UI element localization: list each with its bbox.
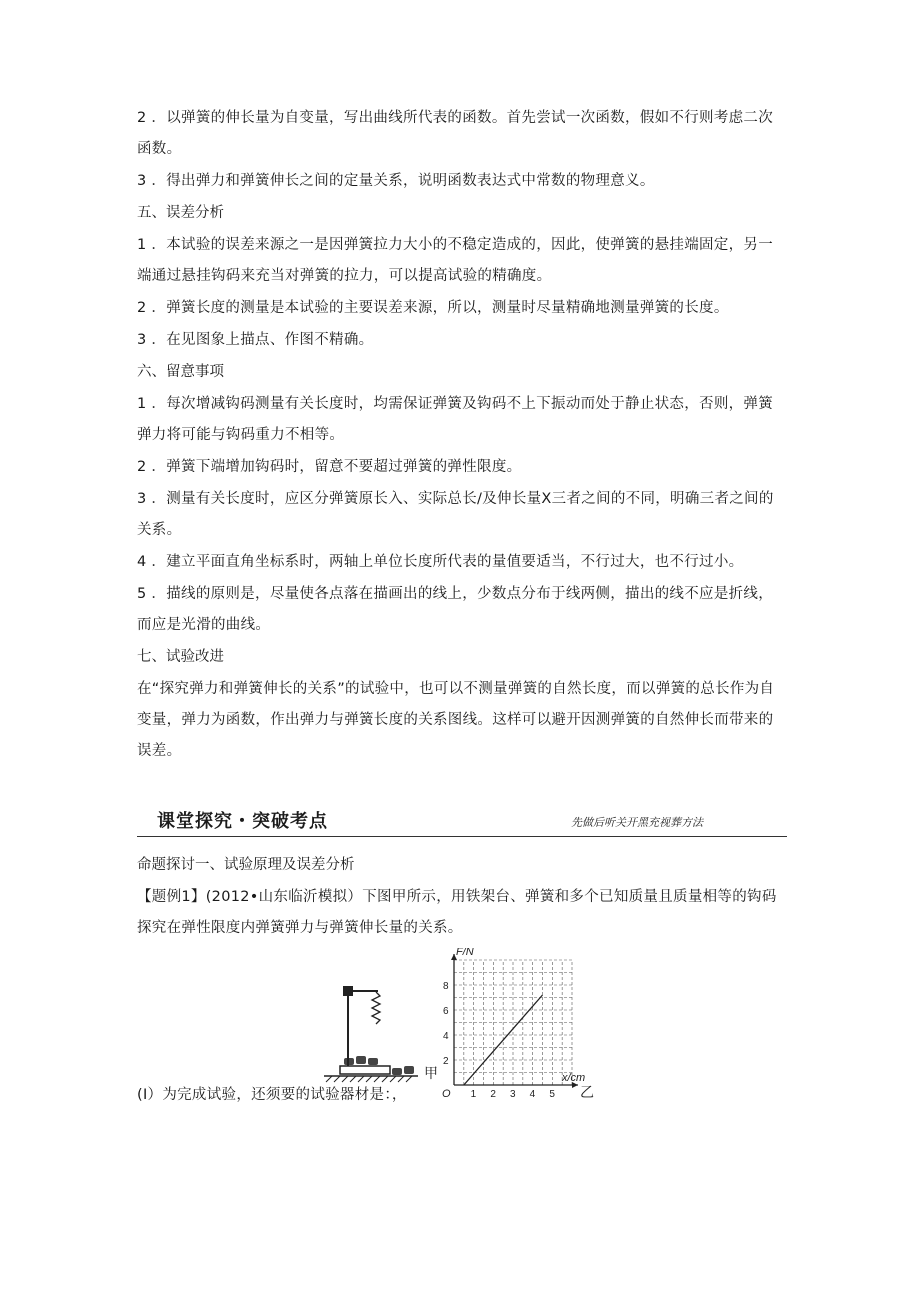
paragraph-step-2: 2 ．以弹簧的伸长量为自变量，写出曲线所代表的函数。首先尝试一次函数，假如不行则考虑二次函数。 xyxy=(137,110,774,157)
error-item-2: 2 ．弹簧长度的测量是本试验的主要误差来源，所以，测量时尽量精确地测量弹簧的长度。 xyxy=(137,300,729,316)
x-tick-label: 3 xyxy=(510,1089,516,1098)
clamp xyxy=(343,986,353,996)
section-note: 先做后听关开黑充视葬方法 xyxy=(571,816,703,829)
section-bar xyxy=(137,808,787,837)
error-item-3: 3 ．在见图象上描点、作图不精确。 xyxy=(137,332,374,348)
chart-ylabel: F/N xyxy=(456,948,474,958)
apparatus-figure xyxy=(318,978,443,1088)
y-tick-label: 6 xyxy=(443,1006,449,1017)
heading-error-analysis: 五、误差分析 xyxy=(137,205,224,221)
improvement-text: 在“探究弹力和弹簧伸长的关系”的试验中，也可以不测量弹簧的自然长度，而以弹簧的总长作为自变量，弹力为函数，作出弹力与弹簧长度的关系图线。这样可以避开因测弹簧的自然伸长而带来的误差。 xyxy=(137,681,775,759)
spring xyxy=(372,992,380,1024)
x-tick-label: 1 xyxy=(470,1089,477,1098)
error-item-1: 1 ．本试验的误差来源之一是因弹簧拉力大小的不稳定造成的，因此，使弹簧的悬挂端固定，另一端通过悬挂钩码来充当对弹簧的拉力，可以提高试验的精确度。 xyxy=(137,237,774,284)
chart-grid xyxy=(454,960,572,1085)
stand-base xyxy=(340,1066,390,1074)
note-item-5: 5 ．描线的原则是，尽量使各点落在描画出的线上，少数点分布于线两侧，描出的线不应是折线，而应是光滑的曲线。 xyxy=(137,586,774,633)
x-tick-label: 4 xyxy=(529,1089,536,1098)
chart-xlabel: x/cm xyxy=(562,1072,586,1084)
y-tick-label: 4 xyxy=(443,1031,449,1042)
y-tick-label: 8 xyxy=(443,981,449,992)
note-item-2: 2 ．弹簧下端增加钩码时，留意不要超过弹簧的弹性限度。 xyxy=(137,459,522,475)
note-item-4: 4 ．建立平面直角坐标系时，两轴上单位长度所代表的量值要适当，不行过大，也不行过小。 xyxy=(137,554,744,570)
label-yi: 乙 xyxy=(580,1084,594,1098)
section-title: 课堂探究・突破考点 xyxy=(157,811,328,832)
note-item-3: 3 ．测量有关长度时，应区分弹簧原长入、实际总长/及伸长量X三者之间的不同，明确三者之间的关系。 xyxy=(137,491,774,538)
question-text: (I）为完成试验，还须要的试验器材是：， xyxy=(137,1087,407,1103)
heading-notes: 六、留意事项 xyxy=(137,364,224,380)
paragraph-step-3: 3 ．得出弹力和弹簧伸长之间的定量关系，说明函数表达式中常数的物理意义。 xyxy=(137,173,655,189)
heading-improvement: 七、试验改进 xyxy=(137,649,224,665)
force-extension-chart xyxy=(436,948,596,1098)
note-item-1: 1 ．每次增减钩码测量有关长度时，均需保证弹簧及钩码不上下振动而处于静止状态，否则，弹簧弹力将可能与钩码重力不相等。 xyxy=(137,396,774,443)
y-tick-label: 2 xyxy=(443,1056,449,1067)
chart-origin: O xyxy=(442,1088,451,1098)
topic-heading: 命题探讨一、试验原理及误差分析 xyxy=(137,857,355,873)
example-text: 【题例1】(2012•山东临沂模拟）下图甲所示，用铁架台、弹簧和多个已知质量且质量相等的钩码探究在弹性限度内弹簧弹力与弹簧伸长量的关系。 xyxy=(137,889,777,936)
label-jia: 甲 xyxy=(424,1065,438,1081)
x-tick-label: 5 xyxy=(549,1089,555,1098)
x-tick-label: 2 xyxy=(490,1089,496,1098)
